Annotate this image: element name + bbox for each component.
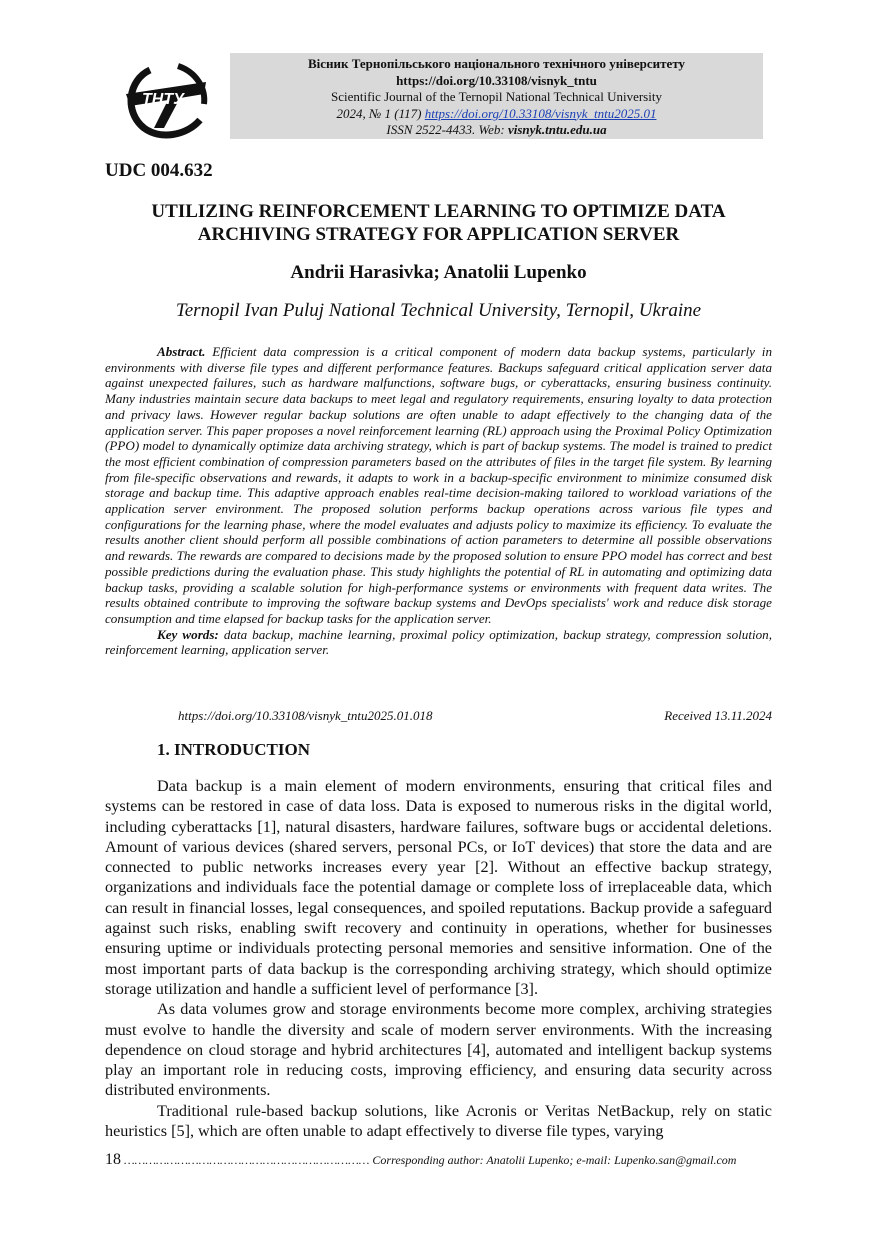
issue-doi-link[interactable]: https://doi.org/10.33108/visnyk_tntu2025.01 [424, 105, 657, 121]
udc-code: UDC 004.632 [105, 160, 213, 181]
keywords-text: data backup, machine learning, proximal policy optimization, backup strategy, compression solution, reinforcement learning, application server. [105, 626, 772, 658]
journal-name-ua: Вісник Тернопільського національного технічного університету [307, 56, 686, 71]
issue-info: 2024, № 1 (117) [336, 105, 425, 121]
title-line-1: UTILIZING REINFORCEMENT LEARNING TO OPTIMIZE DATA [151, 201, 726, 222]
abstract-text: Efficient data compression is a critical component of modern data backup systems, particularly in environments with diverse file types and different performance features. Backups safeguard critical application server data against unexpected failures, such as hardware malfunctions, software bugs, or cyberattacks, ensuring business continuity. Many industries maintain secure data backups to meet legal and regulatory requirements, ensuring loyalty to data protection and privacy laws. However regular backup solutions are often unable to adapt effectively to the changing data of the application server. This paper proposes a novel reinforcement learning (RL) approach using the Proximal Policy Optimization (PPO) model to dynamically optimize data archiving strategy, which is part of backup systems. The model is trained to predict the most efficient combination of compression parameters based on the attributes of files in the target file system. By learning from file-specific observations and rewards, it adapts to work in a backup-specific environment to minimize consumed disk storage and backup time. This adaptive approach enables real-time decision-making tailored to workload variations of the application server environment. The proposed solution performs backup operations across various file types and configurations for the learning phase, where the model evaluates and adjusts policy to maximize its efficiency. To evaluate the results another client should perform all possible combinations of action parameters to determine all possible observations and rewards. The rewards are compared to decisions made by the proposed solution to ensure PPO model has correct and best possible predictions during the evaluation phase. This study highlights the potential of RL in automating and optimizing data backup tasks, providing a scalable solution for high-performance systems or environments with frequent data writes. The results obtained contribute to improving the software backup systems and DevOps specialists' work and reduce disk storage consumption and time elapsed for backup tasks for the application server. [105, 344, 772, 626]
authors: Andrii Harasivka; Anatolii Lupenko [290, 262, 587, 283]
journal-site: visnyk.tntu.edu.ua [507, 122, 607, 137]
paper-title [105, 200, 772, 246]
body-paragraph-3: Traditional rule-based backup solutions, like Acronis or Veritas NetBackup, rely on static heuristics [5], which are often unable to adapt effectively to diverse file types, varying [105, 1101, 772, 1141]
corresponding-author: Corresponding author: Anatolii Lupenko; e-mail: Lupenko.san@gmail.com [372, 1153, 737, 1167]
footer-dots: …………………………………………………………… [121, 1153, 373, 1167]
university-logo [120, 60, 212, 140]
journal-name-en: Scientific Journal of the Ternopil National Technical University [331, 89, 662, 104]
body-paragraph-2: As data volumes grow and storage environments become more complex, archiving strategies must evolve to handle the diversity and scale of modern server environments. With the increasing dependence on cloud storage and hybrid architectures [4], automated and intelligent backup systems play an important role in reducing costs, improving efficiency, and ensuring data security across distributed environments. [105, 1000, 772, 1100]
issue-line [230, 106, 763, 123]
body-paragraph-1: Data backup is a main element of modern environments, ensuring that critical files and systems can be restored in case of data loss. Data is exposed to numerous risks in the digital world, including cyberattacks [1], natural disasters, hardware failures, software bugs or accidental deletions. Amount of various devices (shared servers, personal PCs, or IoT devices) that store the data and are connected to public networks increases every year [2]. Without an effective backup strategy, organizations and individuals face the potential damage or complete loss of irreplaceable data, which can result in financial losses, legal consequences, and spoiled reputations. Backup provide a safeguard against such risks, enabling swift recovery and continuity in operations, whether for businesses ensuring uptime or individuals protecting personal memories and sensitive information. One of the most important parts of data backup is the corresponding archiving strategy, which should optimize storage utilization and handle a sufficient level of performance [3]. [105, 777, 772, 998]
section-heading: 1. INTRODUCTION [157, 740, 311, 759]
logo-text: ТНТУ [142, 91, 184, 108]
abstract-label: Abstract. [157, 344, 206, 359]
page-footer [105, 1151, 772, 1169]
journal-header [230, 53, 763, 139]
introduction-body [105, 776, 772, 1141]
issn-info: ISSN 2522-4433. Web: [386, 122, 508, 137]
keywords-paragraph [105, 627, 772, 658]
keywords-label: Key words: [157, 626, 219, 642]
abstract-paragraph [105, 344, 772, 627]
page-number: 18 [105, 1151, 121, 1168]
issn-line [230, 122, 763, 139]
abstract [105, 344, 772, 658]
received-date: Received 13.11.2024 [664, 708, 772, 723]
affiliation: Ternopil Ivan Puluj National Technical University, Ternopil, Ukraine [175, 300, 702, 321]
title-line-2: ARCHIVING STRATEGY FOR APPLICATION SERVER [197, 224, 680, 245]
article-doi[interactable]: https://doi.org/10.33108/visnyk_tntu2025.01.018 [178, 708, 433, 723]
journal-doi: https://doi.org/10.33108/visnyk_tntu [396, 72, 597, 88]
